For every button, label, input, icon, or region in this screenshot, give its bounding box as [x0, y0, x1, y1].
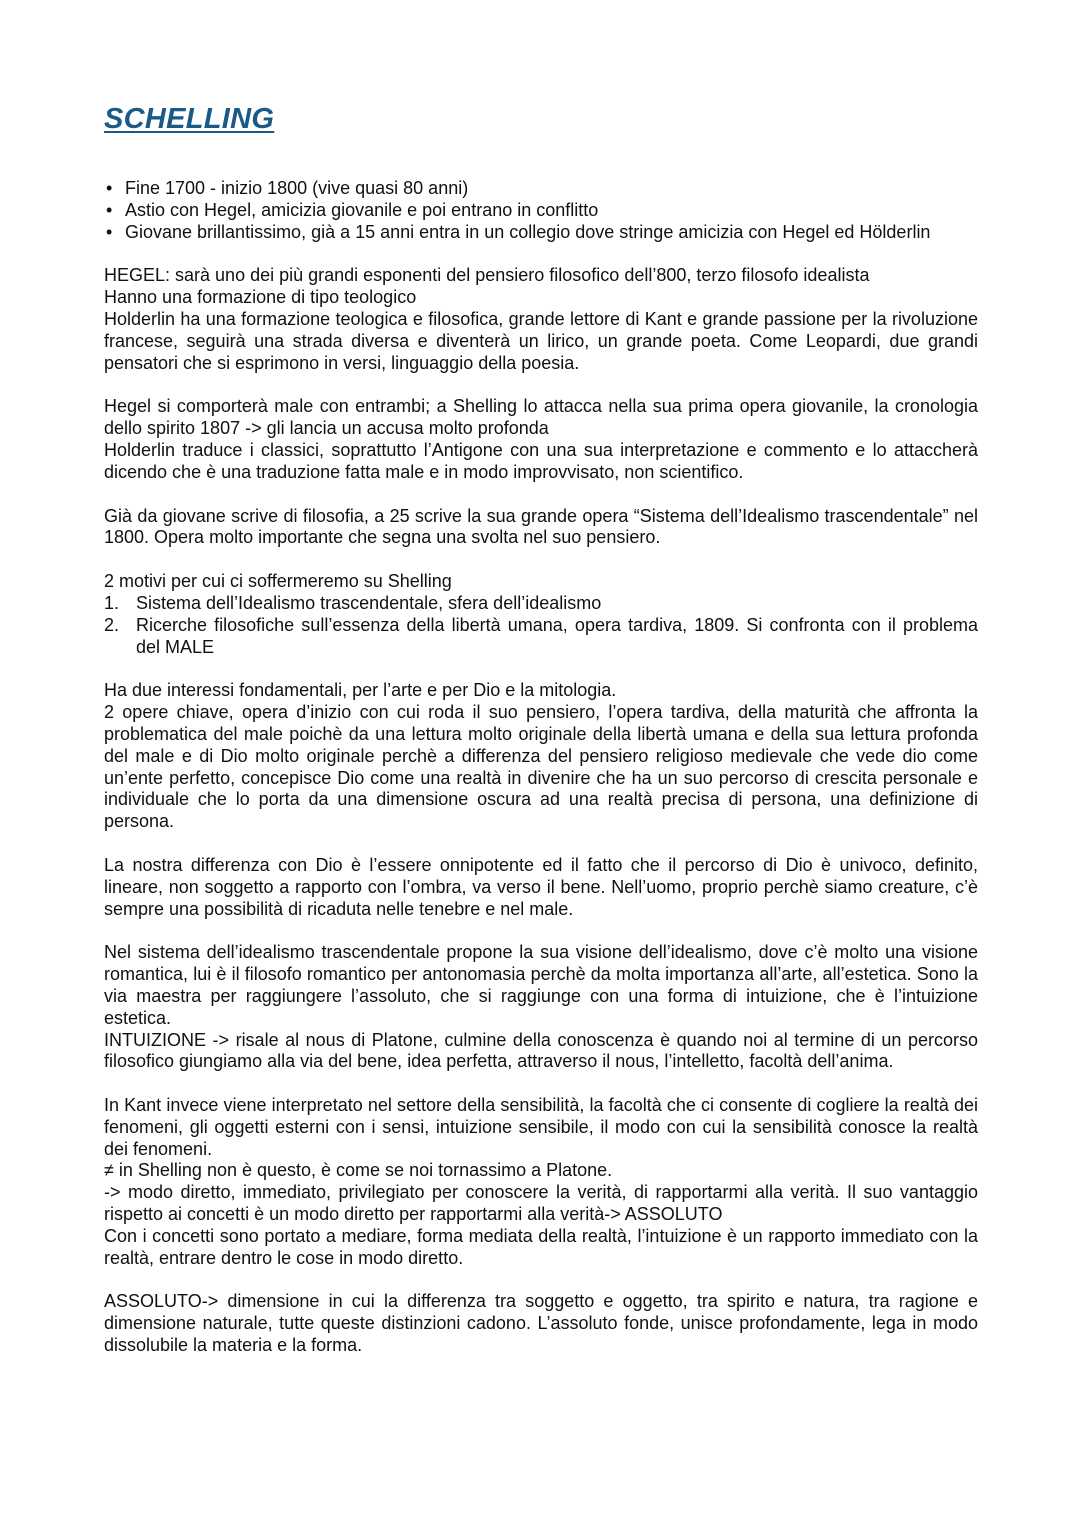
list-item — [104, 593, 978, 615]
paragraph-line: INTUIZIONE -> risale al nous di Platone, culmine della conoscenza è quando noi al termine di un percorso filosofico giungiamo alla via del bene, idea perfetta, attraverso il nous, l’intelletto, facoltà dell’anima. — [104, 1029, 978, 1072]
paragraph-line: Holderlin ha una formazione teologica e filosofica, grande lettore di Kant e grande passione per la rivoluzione francese, seguirà una strada diversa e diventerà un lirico, un grande poeta. Come Leopardi, due grandi pensatori che si esprimono in versi, linguaggio della poesia. — [104, 308, 978, 373]
bullet-text: Astio con Hegel, amicizia giovanile e poi entrano in conflitto — [125, 199, 599, 220]
list-item — [104, 200, 978, 222]
paragraph-hegel-conflict — [104, 396, 978, 483]
bullet-icon: • — [106, 199, 113, 220]
paragraph-line: Hegel si comporterà male con entrambi; a Shelling lo attacca nella sua prima opera giovanile, la cronologia dello spirito 1807 -> gli lancia un accusa molto profonda — [104, 396, 978, 439]
motivi-numbered-list — [104, 593, 978, 658]
paragraph-assoluto — [104, 1291, 978, 1356]
paragraph-intuizione — [104, 942, 978, 1073]
paragraph-line: Con i concetti sono portato a mediare, forma mediata della realtà, l’intuizione è un rapporto immediato con la realtà, entrare dentro le cose in modo diretto. — [104, 1225, 978, 1268]
intro-bullet-list — [104, 178, 978, 243]
list-number: 2. — [104, 614, 120, 635]
motivi-section — [104, 571, 978, 658]
page-title: SCHELLING — [104, 103, 275, 135]
paragraph-line: Hanno una formazione di tipo teologico — [104, 287, 417, 308]
list-item — [104, 178, 978, 200]
list-item-text: Ricerche filosofiche sull’essenza della libertà umana, opera tardiva, 1809. Si confronta con il problema del MALE — [136, 614, 978, 657]
paragraph-interessi — [104, 680, 978, 833]
paragraph-line: -> modo diretto, immediato, privilegiato per conoscere la verità, di rapportarmi alla verità. Il suo vantaggio rispetto ai concetti è un modo diretto per rapportarmi alla verità-> ASSOLUTO — [104, 1182, 978, 1225]
bullet-icon: • — [106, 178, 113, 198]
paragraph-line: ≠ in Shelling non è questo, è come se noi tornassimo a Platone. — [104, 1160, 613, 1181]
paragraph-hegel-holderlin — [104, 265, 978, 374]
paragraph-line: In Kant invece viene interpretato nel settore della sensibilità, la facoltà che ci consente di cogliere la realtà dei fenomeni, gli oggetti esterni con i sensi, intuizione sensibile, il modo con cui la sensibilità conosce la realtà dei fenomeni. — [104, 1095, 978, 1159]
bullet-text: Giovane brillantissimo, già a 15 anni entra in un collegio dove stringe amicizia con Hegel ed Hölderlin — [125, 221, 931, 242]
paragraph-line: ASSOLUTO-> dimensione in cui la differenza tra soggetto e oggetto, tra spirito e natura, tra ragione e dimensione naturale, tutte queste distinzioni cadono. L’assoluto fonde, unisce profondamente, lega in modo dissolubile la materia e la forma. — [104, 1291, 978, 1356]
bullet-icon: • — [106, 221, 113, 242]
list-item — [104, 615, 978, 659]
paragraph-line: 2 opere chiave, opera d’inizio con cui roda il suo pensiero, l’opera tardiva, della maturità che affronta la problematica del male poichè da una lettura molto originale della libertà umana e della sua lettura profonda del male e di Dio molto originale perchè a differenza del pensiero religioso medievale che vede dio come un’ente perfetto, concepisce Dio come una realtà in divenire che ha un suo percorso di crescita personale e individuale che lo porta da una dimensione oscura ad una realtà precisa di persona, una definizione di persona. — [104, 702, 978, 832]
list-item-text: Sistema dell’Idealismo trascendentale, sfera dell’idealismo — [136, 592, 602, 613]
bullet-text: Fine 1700 - inizio 1800 (vive quasi 80 anni) — [125, 178, 469, 198]
paragraph-line: Holderlin traduce i classici, soprattutto l’Antigone con una sua interpretazione e commento e lo attaccherà dicendo che è una traduzione fatta male e in modo improvvisato, non scientifico. — [104, 439, 978, 482]
paragraph-differenza-dio — [104, 855, 978, 920]
motivi-intro: 2 motivi per cui ci soffermeremo su Shelling — [104, 571, 452, 592]
paragraph-line: Già da giovane scrive di filosofia, a 25 scrive la sua grande opera “Sistema dell’Idealismo trascendentale” nel 1800. Opera molto importante che segna una svolta nel suo pensiero. — [104, 505, 978, 548]
paragraph-line: Nel sistema dell’idealismo trascendentale propone la sua visione dell’idealismo, dove c’è molto una visione romantica, lui è il filosofo romantico per antonomasia perchè da molta importanza all’arte, all’estetica. Sono la via maestra per raggiungere l’assoluto, che si raggiunge con una forma di intuizione, che è l’intuizione estetica. — [104, 942, 978, 1028]
paragraph-line: Ha due interessi fondamentali, per l’arte e per Dio e la mitologia. — [104, 680, 617, 701]
paragraph-line: HEGEL: sarà uno dei più grandi esponenti del pensiero filosofico dell’800, terzo filosofo idealista — [104, 265, 870, 286]
list-number: 1. — [104, 592, 120, 613]
paragraph-sistema — [104, 506, 978, 550]
paragraph-line: La nostra differenza con Dio è l’essere onnipotente ed il fatto che il percorso di Dio è univoco, definito, lineare, non soggetto a rapporto con l’ombra, va verso il bene. Nell’uomo, proprio perchè siamo creature, c’è sempre una possibilità di ricaduta nelle tenebre e nel male. — [104, 854, 978, 919]
list-item — [104, 222, 978, 244]
paragraph-kant — [104, 1095, 978, 1269]
